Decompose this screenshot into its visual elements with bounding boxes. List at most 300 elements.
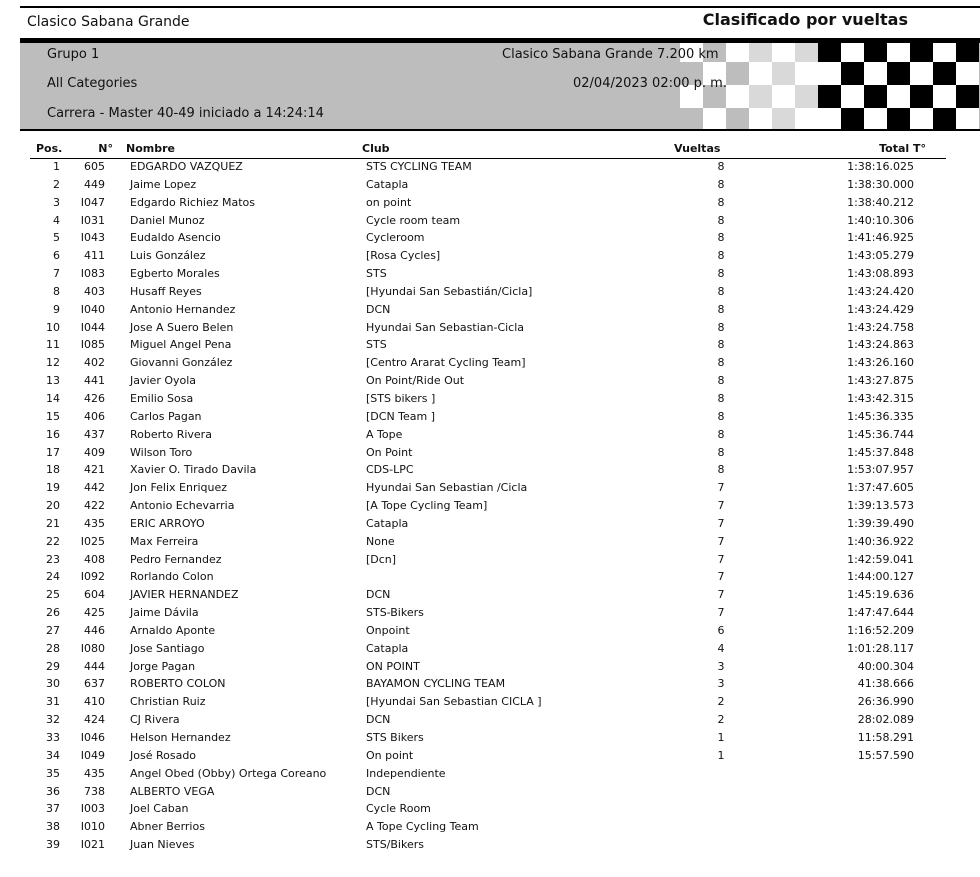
- rider-name-cell: Eudaldo Asencio: [130, 231, 221, 245]
- bib-number-cell: 409: [84, 445, 105, 459]
- table-row: [0, 677, 980, 695]
- bib-number-cell: 402: [84, 356, 105, 370]
- bib-number-cell: 424: [84, 713, 105, 727]
- laps-cell: 7: [717, 552, 725, 566]
- bib-number-cell: 406: [84, 409, 105, 423]
- bib-number-cell: I080: [80, 641, 105, 655]
- flag-square: [726, 43, 749, 62]
- bib-number-cell: 403: [84, 284, 105, 298]
- rider-name-cell: ALBERTO VEGA: [130, 784, 215, 798]
- club-cell: Independiente: [366, 766, 446, 780]
- table-row: [0, 820, 980, 838]
- top-rule: [20, 6, 980, 8]
- club-cell: A Tope Cycling Team: [366, 820, 479, 834]
- total-time-cell: 1:40:36.922: [847, 534, 914, 548]
- flag-square: [910, 85, 933, 108]
- table-row: [0, 802, 980, 820]
- position-cell: 4: [53, 213, 60, 227]
- total-time-cell: 1:38:40.212: [847, 195, 914, 209]
- table-row: [0, 517, 980, 535]
- club-cell: CDS-LPC: [366, 463, 414, 477]
- club-cell: [Hyundai San Sebastián/Cicla]: [366, 284, 533, 298]
- club-cell: on point: [366, 195, 412, 209]
- table-row: [0, 713, 980, 731]
- bib-number-cell: 444: [84, 659, 105, 673]
- table-row: [0, 785, 980, 803]
- position-cell: 20: [46, 499, 60, 513]
- position-cell: 31: [46, 695, 60, 709]
- laps-cell: 8: [717, 427, 725, 441]
- position-cell: 11: [46, 338, 60, 352]
- club-cell: BAYAMON CYCLING TEAM: [366, 677, 506, 691]
- rider-name-cell: ERIC ARROYO: [130, 516, 205, 530]
- position-cell: 37: [46, 802, 60, 816]
- position-cell: 30: [46, 677, 60, 691]
- table-row: [0, 481, 980, 499]
- position-cell: 25: [46, 588, 60, 602]
- club-cell: Catapla: [366, 516, 409, 530]
- position-cell: 2: [53, 177, 60, 191]
- rider-name-cell: Daniel Munoz: [130, 213, 205, 227]
- laps-cell: 6: [717, 623, 725, 637]
- total-time-cell: 1:16:52.209: [847, 623, 914, 637]
- table-row: [0, 285, 980, 303]
- laps-cell: 7: [717, 534, 725, 548]
- flag-square: [772, 85, 795, 108]
- club-cell: On point: [366, 748, 414, 762]
- col-num-header: N°: [98, 142, 113, 155]
- table-row: [0, 624, 980, 642]
- position-cell: 21: [46, 516, 60, 530]
- table-row: [0, 196, 980, 214]
- flag-square: [795, 62, 818, 85]
- laps-cell: 8: [717, 463, 725, 477]
- laps-cell: 7: [717, 516, 725, 530]
- total-time-cell: 1:38:16.025: [847, 160, 914, 173]
- club-cell: Cycle Room: [366, 802, 431, 816]
- table-row: [0, 374, 980, 392]
- bib-number-cell: I083: [80, 267, 105, 281]
- position-cell: 9: [53, 302, 60, 316]
- club-cell: [Rosa Cycles]: [366, 249, 441, 263]
- table-row: [0, 660, 980, 678]
- club-cell: Hyundai San Sebastian /Cicla: [366, 481, 528, 495]
- table-row: [0, 303, 980, 321]
- bib-number-cell: 738: [84, 784, 105, 798]
- club-cell: [Centro Ararat Cycling Team]: [366, 356, 526, 370]
- laps-cell: 8: [717, 195, 725, 209]
- race-date: 02/04/2023 02:00 p. m.: [573, 76, 727, 91]
- laps-cell: 2: [717, 695, 725, 709]
- laps-cell: 8: [717, 249, 725, 263]
- table-row: [0, 695, 980, 713]
- position-cell: 3: [53, 195, 60, 209]
- flag-square: [703, 108, 726, 129]
- bib-number-cell: 410: [84, 695, 105, 709]
- col-time-header: Total T°: [879, 142, 926, 155]
- total-time-cell: 1:43:24.758: [847, 320, 914, 334]
- club-cell: Catapla: [366, 177, 409, 191]
- total-time-cell: 1:43:24.429: [847, 302, 914, 316]
- club-cell: STS-Bikers: [366, 606, 424, 620]
- bib-number-cell: 426: [84, 391, 105, 405]
- laps-cell: 7: [717, 570, 725, 584]
- laps-cell: 8: [717, 356, 725, 370]
- laps-cell: 8: [717, 338, 725, 352]
- bib-number-cell: I003: [80, 802, 105, 816]
- rider-name-cell: Jon Felix Enriquez: [130, 481, 228, 495]
- report-title: Clasificado por vueltas: [702, 10, 908, 29]
- position-cell: 39: [46, 838, 60, 852]
- total-time-cell: 1:40:10.306: [847, 213, 914, 227]
- bib-number-cell: 605: [84, 160, 105, 173]
- club-cell: [Hyundai San Sebastian CICLA ]: [366, 695, 542, 709]
- table-row: [0, 767, 980, 785]
- club-cell: ON POINT: [366, 659, 420, 673]
- total-time-cell: 1:45:36.744: [847, 427, 914, 441]
- flag-square: [841, 62, 864, 85]
- flag-square: [864, 43, 887, 62]
- rider-name-cell: Egberto Morales: [130, 267, 220, 281]
- flag-square: [933, 62, 956, 85]
- bib-number-cell: I085: [80, 338, 105, 352]
- total-time-cell: 26:36.990: [857, 695, 914, 709]
- flag-square: [933, 85, 956, 108]
- flag-square: [933, 43, 956, 62]
- bib-number-cell: I046: [80, 731, 105, 744]
- total-time-cell: 1:43:26.160: [847, 356, 914, 370]
- rider-name-cell: Wilson Toro: [130, 445, 193, 459]
- rider-name-cell: Jorge Pagan: [130, 659, 196, 673]
- bib-number-cell: 441: [84, 374, 105, 388]
- total-time-cell: 1:43:05.279: [847, 249, 914, 263]
- table-row: [0, 731, 980, 749]
- rider-name-cell: Antonio Echevarria: [130, 499, 235, 513]
- position-cell: 5: [53, 231, 60, 245]
- position-cell: 19: [46, 481, 60, 495]
- position-cell: 35: [46, 766, 60, 780]
- bib-number-cell: 408: [84, 552, 105, 566]
- laps-cell: 8: [717, 391, 725, 405]
- position-cell: 17: [46, 445, 60, 459]
- position-cell: 29: [46, 659, 60, 673]
- table-row: [0, 606, 980, 624]
- club-cell: On Point/Ride Out: [366, 374, 465, 388]
- flag-square: [956, 108, 979, 129]
- table-row: [0, 838, 980, 856]
- rider-name-cell: Husaff Reyes: [130, 284, 202, 298]
- col-laps-header: Vueltas: [674, 142, 721, 155]
- results-table-body: [0, 160, 980, 856]
- rider-name-cell: Jaime Dávila: [130, 606, 199, 620]
- club-cell: Onpoint: [366, 623, 410, 637]
- position-cell: 32: [46, 713, 60, 727]
- flag-square: [887, 43, 910, 62]
- position-cell: 8: [53, 284, 60, 298]
- rider-name-cell: Jose A Suero Belen: [130, 320, 234, 334]
- rider-name-cell: Abner Berrios: [130, 820, 205, 834]
- event-name: Clasico Sabana Grande: [27, 14, 190, 30]
- position-cell: 33: [46, 731, 60, 744]
- club-cell: Cycle room team: [366, 213, 461, 227]
- col-name-header: Nombre: [126, 142, 175, 155]
- rider-name-cell: Helson Hernandez: [130, 731, 231, 744]
- laps-cell: 7: [717, 499, 725, 513]
- race-banner: [20, 43, 980, 129]
- laps-cell: 1: [717, 731, 725, 744]
- table-row: [0, 749, 980, 767]
- position-cell: 10: [46, 320, 60, 334]
- rider-name-cell: CJ Rivera: [130, 713, 180, 727]
- bib-number-cell: 421: [84, 463, 105, 477]
- position-cell: 16: [46, 427, 60, 441]
- flag-square: [841, 43, 864, 62]
- bib-number-cell: 604: [84, 588, 105, 602]
- position-cell: 26: [46, 606, 60, 620]
- event-distance: Clasico Sabana Grande 7.200 km: [502, 47, 719, 62]
- position-cell: 18: [46, 463, 60, 477]
- flag-square: [910, 62, 933, 85]
- flag-square: [795, 108, 818, 129]
- position-cell: 1: [53, 160, 60, 173]
- total-time-cell: 1:43:24.863: [847, 338, 914, 352]
- total-time-cell: 1:45:19.636: [847, 588, 914, 602]
- club-cell: DCN: [366, 588, 391, 602]
- rider-name-cell: EDGARDO VAZQUEZ: [130, 160, 243, 173]
- total-time-cell: 1:43:08.893: [847, 267, 914, 281]
- rider-name-cell: Miguel Angel Pena: [130, 338, 232, 352]
- total-time-cell: 1:43:24.420: [847, 284, 914, 298]
- total-time-cell: 1:53:07.957: [847, 463, 914, 477]
- rider-name-cell: Luis González: [130, 249, 206, 263]
- flag-square: [910, 43, 933, 62]
- rider-name-cell: Jaime Lopez: [130, 177, 197, 191]
- rider-name-cell: Javier Oyola: [130, 374, 197, 388]
- total-time-cell: 1:39:13.573: [847, 499, 914, 513]
- flag-square: [887, 62, 910, 85]
- position-cell: 36: [46, 784, 60, 798]
- rider-name-cell: JAVIER HERNANDEZ: [130, 588, 239, 602]
- flag-square: [910, 108, 933, 129]
- club-cell: DCN: [366, 713, 391, 727]
- flag-square: [749, 62, 772, 85]
- club-cell: Hyundai San Sebastian-Cicla: [366, 320, 525, 334]
- table-row: [0, 410, 980, 428]
- table-row: [0, 249, 980, 267]
- total-time-cell: 1:45:37.848: [847, 445, 914, 459]
- table-row: [0, 535, 980, 553]
- col-club-header: Club: [362, 142, 390, 155]
- flag-square: [726, 85, 749, 108]
- laps-cell: 8: [717, 177, 725, 191]
- flag-square: [749, 43, 772, 62]
- bib-number-cell: 446: [84, 623, 105, 637]
- bib-number-cell: 437: [84, 427, 105, 441]
- total-time-cell: 1:42:59.041: [847, 552, 914, 566]
- categories-label: All Categories: [47, 76, 138, 91]
- flag-square: [956, 43, 979, 62]
- flag-square: [818, 62, 841, 85]
- results-table-header: [0, 142, 980, 158]
- bib-number-cell: 422: [84, 499, 105, 513]
- rider-name-cell: Xavier O. Tirado Davila: [130, 463, 257, 477]
- bib-number-cell: I031: [80, 213, 105, 227]
- laps-cell: 2: [717, 713, 725, 727]
- club-cell: [STS bikers ]: [366, 391, 436, 405]
- club-cell: STS Bikers: [366, 731, 424, 744]
- club-cell: Cycleroom: [366, 231, 425, 245]
- club-cell: STS/Bikers: [366, 838, 424, 852]
- rider-name-cell: Max Ferreira: [130, 534, 199, 548]
- club-cell: Catapla: [366, 641, 409, 655]
- position-cell: 14: [46, 391, 60, 405]
- bib-number-cell: 411: [84, 249, 105, 263]
- total-time-cell: 1:47:47.644: [847, 606, 914, 620]
- position-cell: 22: [46, 534, 60, 548]
- flag-square: [933, 108, 956, 129]
- rider-name-cell: Emilio Sosa: [130, 391, 194, 405]
- laps-cell: 8: [717, 409, 725, 423]
- laps-cell: 3: [717, 659, 725, 673]
- rider-name-cell: Angel Obed (Obby) Ortega Coreano: [130, 766, 327, 780]
- race-label: Carrera - Master 40-49 iniciado a 14:24:14: [47, 106, 324, 121]
- club-cell: On Point: [366, 445, 413, 459]
- position-cell: 34: [46, 748, 60, 762]
- position-cell: 15: [46, 409, 60, 423]
- table-row: [0, 267, 980, 285]
- table-row: [0, 321, 980, 339]
- club-cell: STS: [366, 267, 387, 281]
- flag-square: [772, 43, 795, 62]
- club-cell: STS: [366, 338, 387, 352]
- header-rule: [30, 158, 946, 159]
- table-row: [0, 392, 980, 410]
- total-time-cell: 1:39:39.490: [847, 516, 914, 530]
- club-cell: STS CYCLING TEAM: [366, 160, 472, 173]
- table-row: [0, 428, 980, 446]
- table-row: [0, 356, 980, 374]
- bib-number-cell: 442: [84, 481, 105, 495]
- flag-square: [956, 85, 979, 108]
- total-time-cell: 40:00.304: [857, 659, 914, 673]
- total-time-cell: 1:43:42.315: [847, 391, 914, 405]
- total-time-cell: 1:43:27.875: [847, 374, 914, 388]
- total-time-cell: 1:45:36.335: [847, 409, 914, 423]
- flag-square: [818, 43, 841, 62]
- bib-number-cell: I044: [80, 320, 105, 334]
- bib-number-cell: 449: [84, 177, 105, 191]
- laps-cell: 3: [717, 677, 725, 691]
- total-time-cell: 11:58.291: [857, 731, 914, 744]
- flag-square: [795, 43, 818, 62]
- table-row: [0, 338, 980, 356]
- rider-name-cell: José Rosado: [130, 748, 197, 762]
- total-time-cell: 15:57.590: [857, 748, 914, 762]
- laps-cell: 8: [717, 231, 725, 245]
- total-time-cell: 1:37:47.605: [847, 481, 914, 495]
- club-cell: [Dcn]: [366, 552, 397, 566]
- position-cell: 27: [46, 623, 60, 637]
- rider-name-cell: Jose Santiago: [130, 641, 205, 655]
- flag-square: [864, 85, 887, 108]
- rider-name-cell: Antonio Hernandez: [130, 302, 236, 316]
- laps-cell: 1: [717, 748, 725, 762]
- bib-number-cell: I010: [80, 820, 105, 834]
- laps-cell: 8: [717, 445, 725, 459]
- flag-square: [887, 108, 910, 129]
- position-cell: 7: [53, 267, 60, 281]
- club-cell: None: [366, 534, 395, 548]
- bib-number-cell: 637: [84, 677, 105, 691]
- laps-cell: 8: [717, 320, 725, 334]
- rider-name-cell: Joel Caban: [130, 802, 189, 816]
- table-row: [0, 499, 980, 517]
- bib-number-cell: I049: [80, 748, 105, 762]
- table-row: [0, 160, 980, 178]
- flag-square: [772, 62, 795, 85]
- total-time-cell: 1:38:30.000: [847, 177, 914, 191]
- flag-square: [887, 85, 910, 108]
- club-cell: A Tope: [366, 427, 403, 441]
- bib-number-cell: I043: [80, 231, 105, 245]
- table-row: [0, 446, 980, 464]
- flag-square: [864, 62, 887, 85]
- position-cell: 38: [46, 820, 60, 834]
- total-time-cell: 28:02.089: [857, 713, 914, 727]
- position-cell: 28: [46, 641, 60, 655]
- rider-name-cell: Arnaldo Aponte: [130, 623, 216, 637]
- rider-name-cell: Roberto Rivera: [130, 427, 212, 441]
- position-cell: 6: [53, 249, 60, 263]
- bib-number-cell: 435: [84, 516, 105, 530]
- position-cell: 24: [46, 570, 60, 584]
- rider-name-cell: Pedro Fernandez: [130, 552, 222, 566]
- total-time-cell: 1:01:28.117: [847, 641, 914, 655]
- laps-cell: 8: [717, 374, 725, 388]
- laps-cell: 8: [717, 302, 725, 316]
- banner-bottom-rule: [20, 129, 980, 131]
- table-row: [0, 642, 980, 660]
- laps-cell: 8: [717, 213, 725, 227]
- rider-name-cell: Carlos Pagan: [130, 409, 202, 423]
- laps-cell: 4: [717, 641, 725, 655]
- flag-square: [956, 62, 979, 85]
- laps-cell: 8: [717, 267, 725, 281]
- bib-number-cell: I092: [80, 570, 105, 584]
- club-cell: DCN: [366, 784, 391, 798]
- flag-square: [795, 85, 818, 108]
- club-cell: [A Tope Cycling Team]: [366, 499, 488, 513]
- flag-square: [864, 108, 887, 129]
- rider-name-cell: Juan Nieves: [130, 838, 195, 852]
- bib-number-cell: I025: [80, 534, 105, 548]
- club-cell: DCN: [366, 302, 391, 316]
- rider-name-cell: Edgardo Richiez Matos: [130, 195, 256, 209]
- total-time-cell: 1:44:00.127: [847, 570, 914, 584]
- flag-square: [818, 85, 841, 108]
- total-time-cell: 1:41:46.925: [847, 231, 914, 245]
- club-cell: [DCN Team ]: [366, 409, 436, 423]
- rider-name-cell: Giovanni González: [130, 356, 233, 370]
- laps-cell: 7: [717, 588, 725, 602]
- col-pos-header: Pos.: [36, 142, 63, 155]
- bib-number-cell: I040: [80, 302, 105, 316]
- table-row: [0, 214, 980, 232]
- position-cell: 23: [46, 552, 60, 566]
- rider-name-cell: ROBERTO COLON: [130, 677, 226, 691]
- bib-number-cell: I047: [80, 195, 105, 209]
- bib-number-cell: I021: [80, 838, 105, 852]
